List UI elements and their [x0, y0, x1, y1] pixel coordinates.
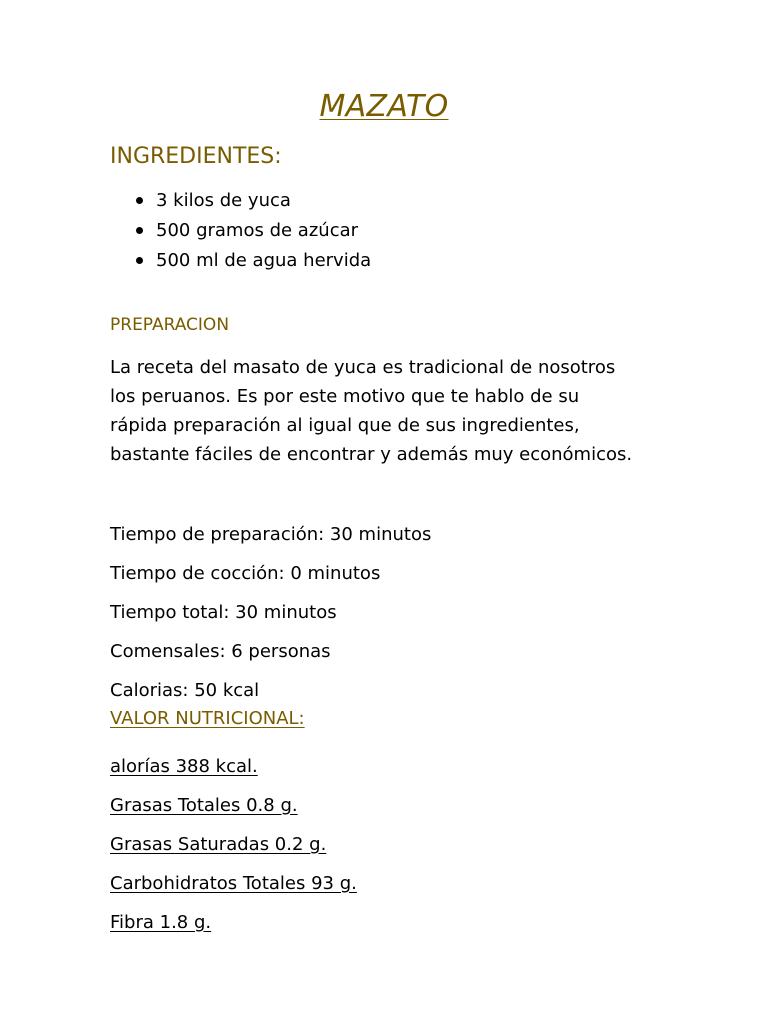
ingredient-text: 3 kilos de yuca — [156, 190, 291, 211]
preparation-paragraph — [110, 353, 670, 469]
page-title: MAZATO — [319, 89, 449, 124]
nutrition-item — [110, 825, 357, 864]
nutrition-item — [110, 786, 357, 825]
ingredient-text: 500 gramos de azúcar — [156, 220, 359, 241]
nutrition-list — [110, 747, 357, 942]
list-item — [110, 246, 371, 276]
list-item — [110, 186, 371, 216]
nutrition-item — [110, 864, 357, 903]
prep-time: Tiempo de preparación: 30 minutos — [110, 524, 432, 545]
bullet-icon — [136, 227, 143, 234]
bullet-icon — [136, 257, 143, 264]
ingredient-text: 500 ml de agua hervida — [156, 250, 372, 271]
recipe-info — [110, 515, 431, 710]
nutrition-text: Carbohidratos Totales 93 g. — [110, 873, 357, 894]
bullet-icon — [136, 197, 143, 204]
paragraph-line: los peruanos. Es por este motivo que te hablo de su — [110, 386, 580, 407]
nutrition-heading: VALOR NUTRICIONAL: — [110, 708, 305, 729]
nutrition-text: Fibra 1.8 g. — [110, 912, 212, 933]
nutrition-text: Grasas Saturadas 0.2 g. — [110, 834, 327, 855]
nutrition-item — [110, 903, 357, 942]
list-item — [110, 216, 371, 246]
calories: Calorias: 50 kcal — [110, 680, 260, 701]
cook-time: Tiempo de cocción: 0 minutos — [110, 563, 381, 584]
ingredients-list — [110, 186, 371, 276]
nutrition-text: alorías 388 kcal. — [110, 756, 258, 777]
total-time: Tiempo total: 30 minutos — [110, 602, 337, 623]
ingredients-heading: INGREDIENTES: — [110, 144, 282, 169]
paragraph-line: rápida preparación al igual que de sus ingredientes, — [110, 415, 580, 436]
preparation-heading: PREPARACION — [110, 315, 230, 335]
servings: Comensales: 6 personas — [110, 641, 331, 662]
nutrition-item — [110, 747, 357, 786]
paragraph-line: La receta del masato de yuca es tradicional de nosotros — [110, 357, 616, 378]
nutrition-text: Grasas Totales 0.8 g. — [110, 795, 298, 816]
paragraph-line: bastante fáciles de encontrar y además muy económicos. — [110, 444, 633, 465]
